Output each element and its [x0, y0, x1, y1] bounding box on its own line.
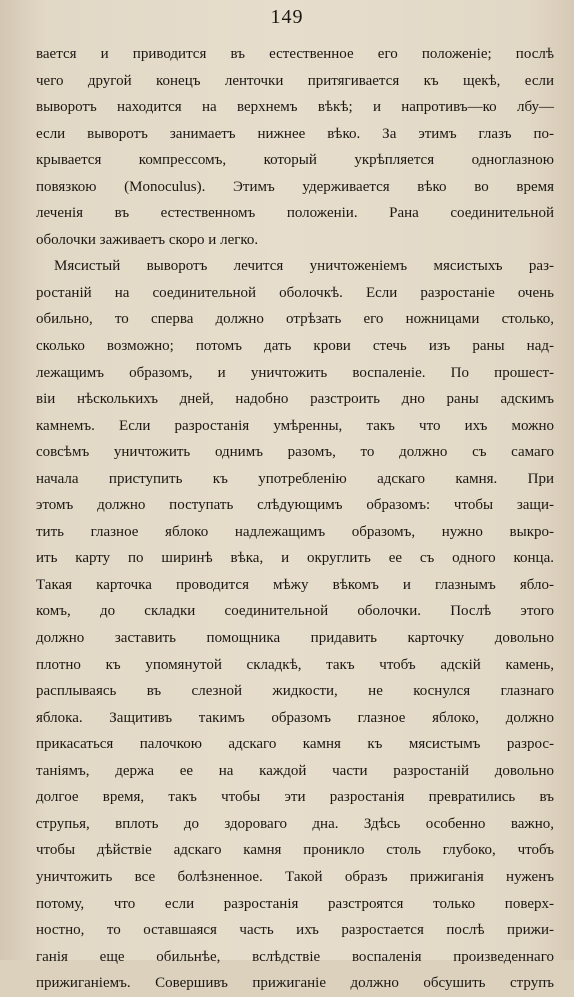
text-line: начала приступить къ употребленiю адскаго камня. При [36, 470, 554, 487]
text-line: прикасаться палочкою адскаго камня къ мясистымъ разрос- [36, 736, 554, 753]
text-line: лежащимъ образомъ, и уничтожить воспаленiе. По прошест- [36, 364, 554, 381]
text-line: вается и приводится въ естественное его положенiе; послѣ [36, 46, 554, 62]
text-line: сколько возможно; потомъ дать крови стечь изъ раны над- [36, 338, 554, 355]
text-line: чтобы дѣйствiе адскаго камня проникло столь глубоко, чтобъ [36, 842, 554, 859]
text-line: прижиганiемъ. Совершивъ прижиганiе должно обсушить струпъ [36, 975, 554, 992]
text-line: если выворотъ занимаетъ нижнее вѣко. За этимъ глазъ по- [36, 125, 554, 142]
text-line: ганiя еще обильнѣе, вслѣдствiе воспаленiя произведеннаго [36, 948, 554, 965]
text-line: ить карту по ширинѣ вѣка, и округлить ее съ одного конца. [36, 550, 554, 567]
text-line: должно заставить помощника придавить карточку довольно [36, 630, 554, 647]
text-line: тить глазное яблоко надлежащимъ образомъ, нужно выкро- [36, 523, 554, 540]
text-line: обильно, то сперва должно отрѣзать его ножницами столько, [36, 311, 554, 328]
text-line: комъ, до складки соединительной оболочки. Послѣ этого [36, 603, 554, 620]
text-line: плотно къ упомянутой складкѣ, такъ чтобъ адскiй камень, [36, 656, 554, 673]
text-line: яблока. Защитивъ такимъ образомъ глазное яблоко, должно [36, 709, 554, 726]
text-line: расплываясь въ слезной жидкости, не коснулся глазнаго [36, 683, 554, 700]
text-line: совсѣмъ уничтожить однимъ разомъ, то должно съ самаго [36, 444, 554, 461]
text-line: чего другой конецъ ленточки притягивается къ щекѣ, если [36, 72, 554, 89]
text-line: струпья, вплоть до здороваго дна. Здѣсь особенно важно, [36, 815, 554, 832]
text-line: долгое время, такъ чтобы эти разростанiя превратились въ [36, 789, 554, 806]
text-line: выворотъ находится на верхнемъ вѣкѣ; и напротивъ—ко лбу— [36, 99, 554, 116]
text-line: ростанiй на соединительной оболочкѣ. Если разростанiе очень [36, 284, 554, 301]
text-line: потому, что если разростанiя разстроятся только поверх- [36, 895, 554, 912]
text-line: повязкою (Monoculus). Этимъ удерживается вѣко во время [36, 178, 554, 195]
text-line: танiямъ, держа ее на каждой части разростанiй довольно [36, 762, 554, 779]
body-text [36, 41, 554, 997]
text-line: крывается компрессомъ, который укрѣпляется одноглазною [36, 152, 554, 169]
text-line: уничтожить все болѣзненное. Такой образъ прижиганiя нуженъ [36, 868, 554, 885]
paragraph-first-line: Мясистый выворотъ лечится уничтоженiемъ мясистыхъ раз- [54, 258, 554, 275]
paragraph-last-line: оболочки заживаетъ скоро и легко. [36, 231, 259, 248]
text-line: Такая карточка проводится мѣжу вѣкомъ и глазнымъ ябло- [36, 576, 554, 593]
text-line: камнемъ. Если разростанiя умѣренны, такъ что ихъ можно [36, 417, 554, 434]
text-line: вiи нѣсколькихъ дней, надобно разстроить дно раны адскимъ [36, 391, 554, 408]
text-line: этомъ должно поступать слѣдующимъ образомъ: чтобы защи- [36, 497, 554, 514]
page-number: 149 [270, 6, 304, 28]
text-line: ностно, то оставшаяся часть ихъ разростается послѣ прижи- [36, 922, 554, 939]
text-line: леченiя въ естественномъ положенiи. Рана соединительной [36, 205, 554, 222]
